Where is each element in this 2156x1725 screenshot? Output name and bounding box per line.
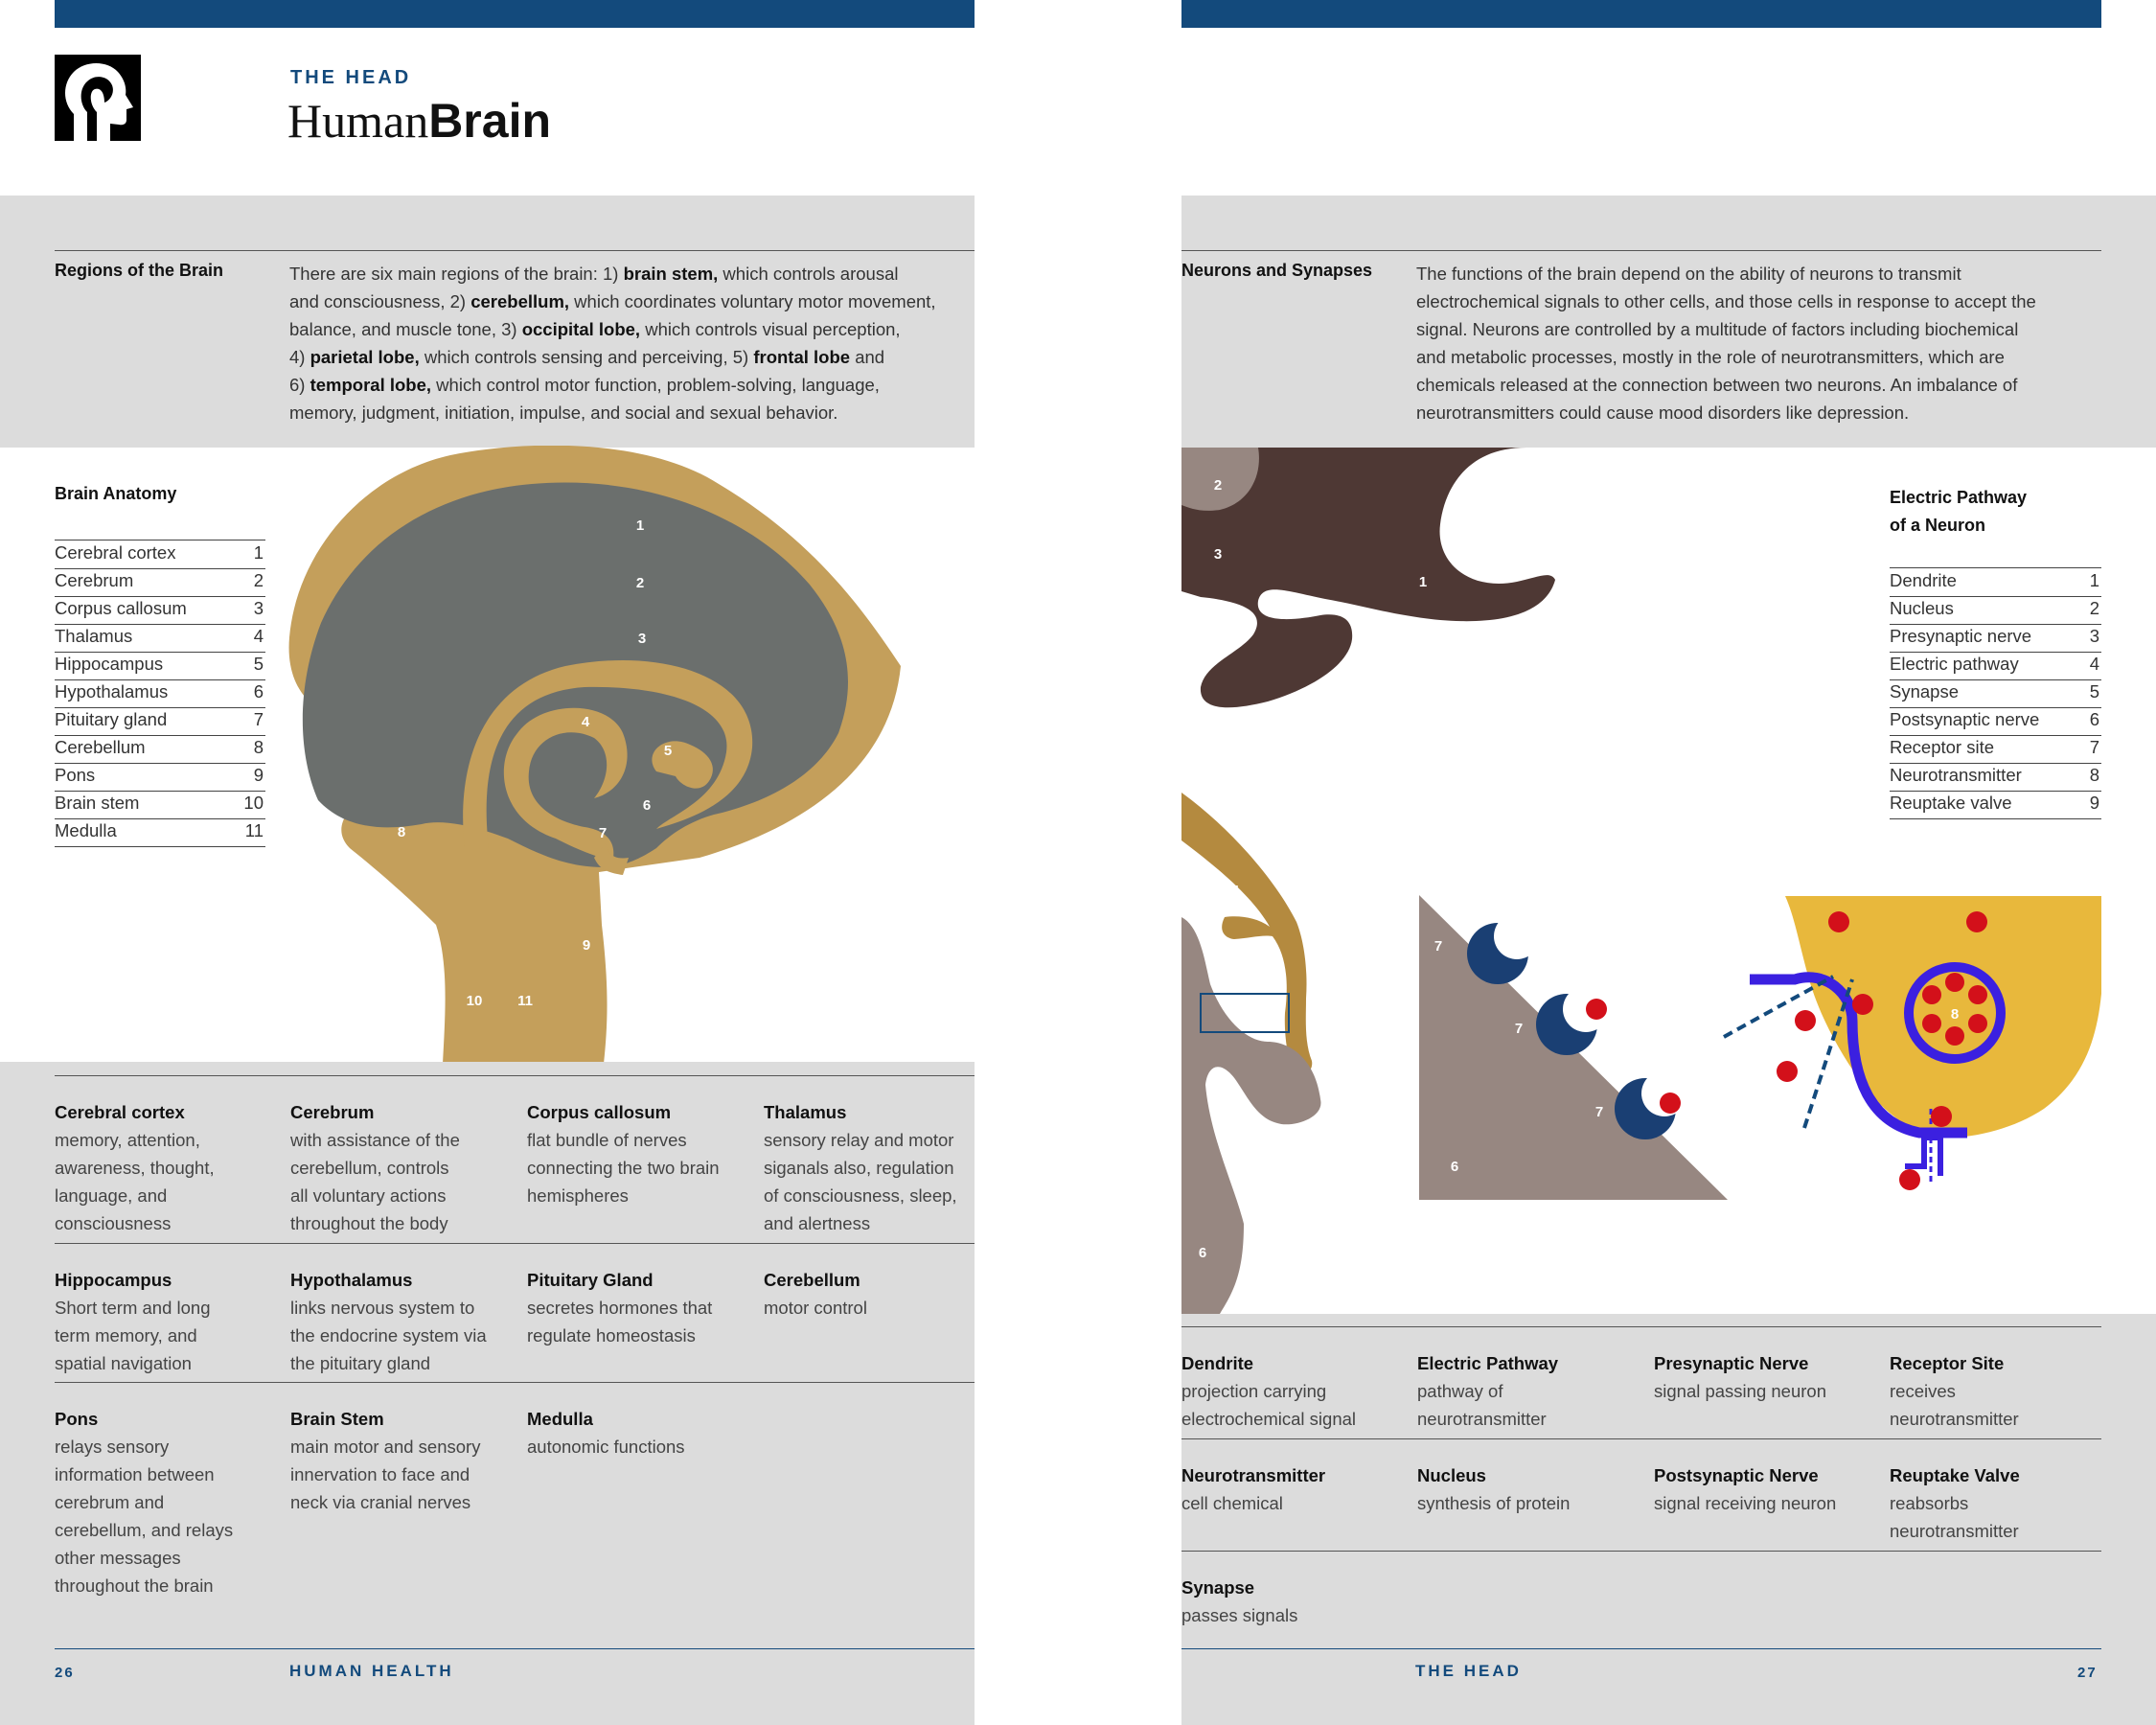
presynaptic-bulb xyxy=(1785,896,2101,1138)
legend-number: 9 xyxy=(253,765,264,785)
definition-text: Short term and long xyxy=(55,1298,211,1318)
legend-number: 9 xyxy=(2089,793,2099,813)
legend-number: 3 xyxy=(253,598,264,618)
legend-label: Pons xyxy=(55,765,96,785)
definition-text: sensory relay and motor xyxy=(764,1130,954,1150)
regions-paragraph xyxy=(289,260,975,426)
neurons-line: neurotransmitters could cause mood disorders like depression. xyxy=(1416,402,1910,423)
definition-item xyxy=(1890,1349,2112,1433)
legend-number: 6 xyxy=(253,681,264,702)
legend-row xyxy=(1890,624,2101,653)
legend-row xyxy=(55,596,265,625)
definition-text: secretes hormones that xyxy=(527,1298,713,1318)
neurons-label: Neurons and Synapses xyxy=(1181,261,1373,280)
definition-item xyxy=(290,1405,513,1516)
definition-item xyxy=(1417,1461,1640,1517)
legend-row xyxy=(55,652,265,680)
legend-label: Receptor site xyxy=(1890,737,1994,757)
definitions-rule xyxy=(55,1243,975,1244)
definition-item xyxy=(1181,1461,1404,1517)
definition-title: Receptor Site xyxy=(1890,1353,2005,1373)
neurons-line: signal. Neurons are controlled by a multitude of factors including biochemical xyxy=(1416,319,2019,339)
legend-label: Medulla xyxy=(55,820,117,840)
legend-label: Cerebellum xyxy=(55,737,146,757)
neuron-label-7c: 7 xyxy=(1594,1104,1604,1120)
definition-item xyxy=(1181,1574,1404,1629)
definition-text: cerebrum and xyxy=(55,1492,165,1512)
section-kicker: THE HEAD xyxy=(290,67,412,88)
definition-text: the endocrine system via xyxy=(290,1325,487,1346)
definition-text: signal receiving neuron xyxy=(1654,1493,1837,1513)
legend-label: Hippocampus xyxy=(55,654,164,674)
legend-row xyxy=(1890,791,2101,819)
definition-text: cerebellum, controls xyxy=(290,1158,449,1178)
legend-number: 5 xyxy=(2089,681,2099,702)
definition-title: Cerebrum xyxy=(290,1102,375,1122)
regions-line xyxy=(289,399,975,426)
legend-number: 1 xyxy=(253,542,264,563)
legend-row xyxy=(55,791,265,819)
neuron-label-5: 5 xyxy=(1234,1005,1244,1022)
definition-title: Electric Pathway xyxy=(1417,1353,1559,1373)
neuron-label-7a: 7 xyxy=(1434,938,1443,954)
brain-label-4: 4 xyxy=(581,714,590,730)
regions-line xyxy=(289,260,975,288)
definition-text: cell chemical xyxy=(1181,1493,1283,1513)
definition-item xyxy=(1417,1349,1640,1433)
definition-text: reabsorbs xyxy=(1890,1493,1969,1513)
definition-text: regulate homeostasis xyxy=(527,1325,696,1346)
neuron-label-8: 8 xyxy=(1950,1006,1960,1023)
legend-label: Cerebrum xyxy=(55,570,134,590)
definition-text: language, and xyxy=(55,1185,168,1206)
definition-title: Synapse xyxy=(1181,1577,1255,1598)
legend-label: Cerebral cortex xyxy=(55,542,176,563)
definition-text: pathway of xyxy=(1417,1381,1503,1401)
definitions-rule xyxy=(1181,1438,2101,1439)
legend-number: 4 xyxy=(253,626,264,646)
region-text: There are six main regions of the brain: 1) xyxy=(289,264,624,284)
brain-label-3: 3 xyxy=(637,631,647,647)
definition-text: innervation to face and xyxy=(290,1464,470,1484)
title-bold: Brain xyxy=(428,94,552,148)
legend-row xyxy=(1890,679,2101,708)
legend-label: Neurotransmitter xyxy=(1890,765,2022,785)
definition-title: Postsynaptic Nerve xyxy=(1654,1465,1819,1485)
legend-number: 11 xyxy=(244,820,264,840)
region-text: memory, judgment, initiation, impulse, and social and sexual behavior. xyxy=(289,402,838,423)
definitions-rule xyxy=(1181,1551,2101,1552)
legend-label: Synapse xyxy=(1890,681,1959,702)
legend-row xyxy=(1890,596,2101,625)
definition-text: the pituitary gland xyxy=(290,1353,431,1373)
legend-row xyxy=(1890,735,2101,764)
definition-text: main motor and sensory xyxy=(290,1437,481,1457)
legend-row xyxy=(55,679,265,708)
definition-item xyxy=(527,1405,749,1460)
neurons-line: The functions of the brain depend on the ability of neurons to transmit xyxy=(1416,264,1961,284)
region-text: balance, and muscle tone, 3) xyxy=(289,319,522,339)
definition-text: projection carrying xyxy=(1181,1381,1327,1401)
legend-label: Postsynaptic nerve xyxy=(1890,709,2040,729)
definition-text: memory, attention, xyxy=(55,1130,200,1150)
definition-item xyxy=(55,1266,277,1377)
neuron-label-6b: 6 xyxy=(1198,1245,1207,1261)
definition-item xyxy=(764,1266,986,1322)
neuron-label-7b: 7 xyxy=(1514,1021,1524,1037)
definition-text: and alertness xyxy=(764,1213,871,1233)
region-term: occipital lobe, xyxy=(521,319,641,339)
definition-text: information between xyxy=(55,1464,215,1484)
definition-text: term memory, and xyxy=(55,1325,197,1346)
legend-label: Pituitary gland xyxy=(55,709,168,729)
neurons-line: chemicals released at the connection between two neurons. An imbalance of xyxy=(1416,375,2018,395)
region-term: cerebellum, xyxy=(470,291,570,311)
definition-title: Pons xyxy=(55,1409,99,1429)
definition-text: relays sensory xyxy=(55,1437,170,1457)
region-text: and consciousness, 2) xyxy=(289,291,471,311)
legend-label: Electric pathway xyxy=(1890,654,2019,674)
regions-line xyxy=(289,343,975,371)
definition-text: connecting the two brain xyxy=(527,1158,720,1178)
definition-text: autonomic functions xyxy=(527,1437,685,1457)
region-text: and xyxy=(850,347,885,367)
page-title xyxy=(287,93,551,149)
legend-number: 4 xyxy=(2089,654,2099,674)
definition-title: Reuptake Valve xyxy=(1890,1465,2020,1485)
top-bar-right xyxy=(1181,0,2101,28)
regions-line xyxy=(289,288,975,315)
neuron-label-6a: 6 xyxy=(1450,1159,1459,1175)
definition-item xyxy=(1654,1461,1876,1517)
neuron-label-3: 3 xyxy=(1213,546,1223,563)
definitions-rule xyxy=(1181,1326,2101,1327)
legend-number: 8 xyxy=(2089,765,2099,785)
brain-label-1: 1 xyxy=(635,518,645,534)
regions-label: Regions of the Brain xyxy=(55,261,224,280)
page-number-right: 27 xyxy=(2077,1665,2098,1681)
definition-text: consciousness xyxy=(55,1213,172,1233)
legend-row xyxy=(55,540,265,569)
legend-number: 3 xyxy=(2089,626,2099,646)
definition-text: with assistance of the xyxy=(290,1130,460,1150)
definition-item xyxy=(527,1266,749,1349)
legend-label: Nucleus xyxy=(1890,598,1954,618)
legend-row xyxy=(55,624,265,653)
brain-label-11: 11 xyxy=(517,993,533,1009)
title-light: Human xyxy=(287,94,429,148)
pathway-label-line2: of a Neuron xyxy=(1890,516,1986,535)
definition-item xyxy=(1654,1349,1876,1405)
neurons-paragraph xyxy=(1416,260,2106,426)
legend-label: Reuptake valve xyxy=(1890,793,2012,813)
legend-number: 1 xyxy=(2089,570,2099,590)
pathway-label-line1: Electric Pathway xyxy=(1890,488,2028,507)
definition-title: Presynaptic Nerve xyxy=(1654,1353,1809,1373)
definition-text: passes signals xyxy=(1181,1605,1298,1625)
neuron-label-2: 2 xyxy=(1213,477,1223,494)
legend-label: Dendrite xyxy=(1890,570,1957,590)
footer-text-left: HUMAN HEALTH xyxy=(289,1662,454,1680)
definition-text: neurotransmitter xyxy=(1417,1409,1547,1429)
definition-text: motor control xyxy=(764,1298,867,1318)
region-text: which controls visual perception, xyxy=(640,319,901,339)
legend-row xyxy=(55,568,265,597)
definition-title: Hypothalamus xyxy=(290,1270,413,1290)
definition-item xyxy=(527,1098,749,1209)
definition-text: hemispheres xyxy=(527,1185,629,1206)
definition-text: receives xyxy=(1890,1381,1956,1401)
region-text: which controls sensing and perceiving, 5) xyxy=(419,347,754,367)
definition-item xyxy=(1890,1461,2112,1545)
neuron-label-1: 1 xyxy=(1418,574,1428,590)
definition-title: Pituitary Gland xyxy=(527,1270,654,1290)
region-text: which coordinates voluntary motor movement, xyxy=(569,291,936,311)
legend-number: 5 xyxy=(253,654,264,674)
definition-item xyxy=(55,1405,277,1599)
definition-title: Cerebral cortex xyxy=(55,1102,185,1122)
definition-text: siganals also, regulation xyxy=(764,1158,954,1178)
brain-label-8: 8 xyxy=(397,824,406,840)
legend-number: 10 xyxy=(243,793,264,813)
definition-item xyxy=(764,1098,986,1237)
regions-line xyxy=(289,371,975,399)
region-text: which controls arousal xyxy=(718,264,899,284)
definition-item xyxy=(290,1098,513,1237)
legend-row xyxy=(55,818,265,847)
legend-row xyxy=(55,763,265,792)
legend-label: Hypothalamus xyxy=(55,681,169,702)
legend-row xyxy=(1890,568,2101,597)
neuron-label-4: 4 xyxy=(1230,883,1240,899)
pathway-label xyxy=(1890,484,2027,540)
legend-number: 6 xyxy=(2089,709,2099,729)
definition-title: Thalamus xyxy=(764,1102,847,1122)
regions-line xyxy=(289,315,975,343)
brain-anatomy-label: Brain Anatomy xyxy=(55,484,177,503)
legend-row xyxy=(55,707,265,736)
definition-title: Brain Stem xyxy=(290,1409,384,1429)
region-term: temporal lobe, xyxy=(310,375,432,395)
brain-label-5: 5 xyxy=(663,743,673,759)
definition-title: Dendrite xyxy=(1181,1353,1254,1373)
definition-title: Neurotransmitter xyxy=(1181,1465,1326,1485)
definition-text: signal passing neuron xyxy=(1654,1381,1826,1401)
legend-number: 7 xyxy=(253,709,264,729)
definition-text: neurotransmitter xyxy=(1890,1409,2019,1429)
brain-label-10: 10 xyxy=(466,993,483,1009)
definition-text: other messages xyxy=(55,1548,181,1568)
brain-label-7: 7 xyxy=(598,825,608,841)
page-number-left: 26 xyxy=(55,1665,75,1681)
footer-rule-left xyxy=(55,1648,975,1649)
legend-row xyxy=(55,735,265,764)
legend-row xyxy=(1890,707,2101,736)
definition-item xyxy=(1181,1349,1404,1433)
region-term: parietal lobe, xyxy=(310,347,420,367)
definition-item xyxy=(55,1098,277,1237)
definition-text: all voluntary actions xyxy=(290,1185,447,1206)
footer-rule-right xyxy=(1181,1648,2101,1649)
definitions-rule xyxy=(55,1382,975,1383)
definition-title: Corpus callosum xyxy=(527,1102,672,1122)
neurons-line: and metabolic processes, mostly in the role of neurotransmitters, which are xyxy=(1416,347,2005,367)
definition-item xyxy=(290,1266,513,1377)
legend-row xyxy=(1890,652,2101,680)
legend-number: 7 xyxy=(2089,737,2099,757)
definition-title: Hippocampus xyxy=(55,1270,172,1290)
definition-text: links nervous system to xyxy=(290,1298,475,1318)
intro-rule-left xyxy=(55,250,975,251)
definition-text: neurotransmitter xyxy=(1890,1521,2019,1541)
neurons-line: electrochemical signals to other cells, and those cells in response to accept the xyxy=(1416,291,2036,311)
region-term: brain stem, xyxy=(623,264,719,284)
definition-text: flat bundle of nerves xyxy=(527,1130,687,1150)
definition-text: electrochemical signal xyxy=(1181,1409,1357,1429)
definition-title: Nucleus xyxy=(1417,1465,1486,1485)
definition-text: cerebellum, and relays xyxy=(55,1520,234,1540)
definition-text: of consciousness, sleep, xyxy=(764,1185,957,1206)
definition-title: Medulla xyxy=(527,1409,593,1429)
definition-text: spatial navigation xyxy=(55,1353,192,1373)
legend-label: Corpus callosum xyxy=(55,598,187,618)
intro-rule-right xyxy=(1181,250,2101,251)
definitions-rule xyxy=(55,1075,975,1076)
definition-text: throughout the brain xyxy=(55,1576,214,1596)
definition-text: throughout the body xyxy=(290,1213,448,1233)
legend-label: Brain stem xyxy=(55,793,140,813)
legend-number: 2 xyxy=(2089,598,2099,618)
head-profile-icon xyxy=(55,55,141,141)
footer-text-right: THE HEAD xyxy=(1415,1662,1522,1680)
brain-diagram xyxy=(278,446,910,1064)
region-text: 4) xyxy=(289,347,310,367)
top-bar-left xyxy=(55,0,975,28)
legend-label: Presynaptic nerve xyxy=(1890,626,2032,646)
neuron-label-9: 9 xyxy=(1876,1132,1886,1148)
brain-label-9: 9 xyxy=(582,937,591,954)
legend-number: 8 xyxy=(253,737,264,757)
brain-label-2: 2 xyxy=(635,575,645,591)
brain-label-6: 6 xyxy=(642,797,652,814)
neurotransmitter-dot xyxy=(1922,985,1941,1004)
region-term: frontal lobe xyxy=(753,347,851,367)
legend-row xyxy=(1890,763,2101,792)
definition-text: neck via cranial nerves xyxy=(290,1492,471,1512)
legend-number: 2 xyxy=(253,570,264,590)
definition-title: Cerebellum xyxy=(764,1270,860,1290)
legend-label: Thalamus xyxy=(55,626,133,646)
definition-text: awareness, thought, xyxy=(55,1158,215,1178)
region-text: 6) xyxy=(289,375,310,395)
definition-text: synthesis of protein xyxy=(1417,1493,1571,1513)
region-text: which control motor function, problem-solving, language, xyxy=(431,375,880,395)
